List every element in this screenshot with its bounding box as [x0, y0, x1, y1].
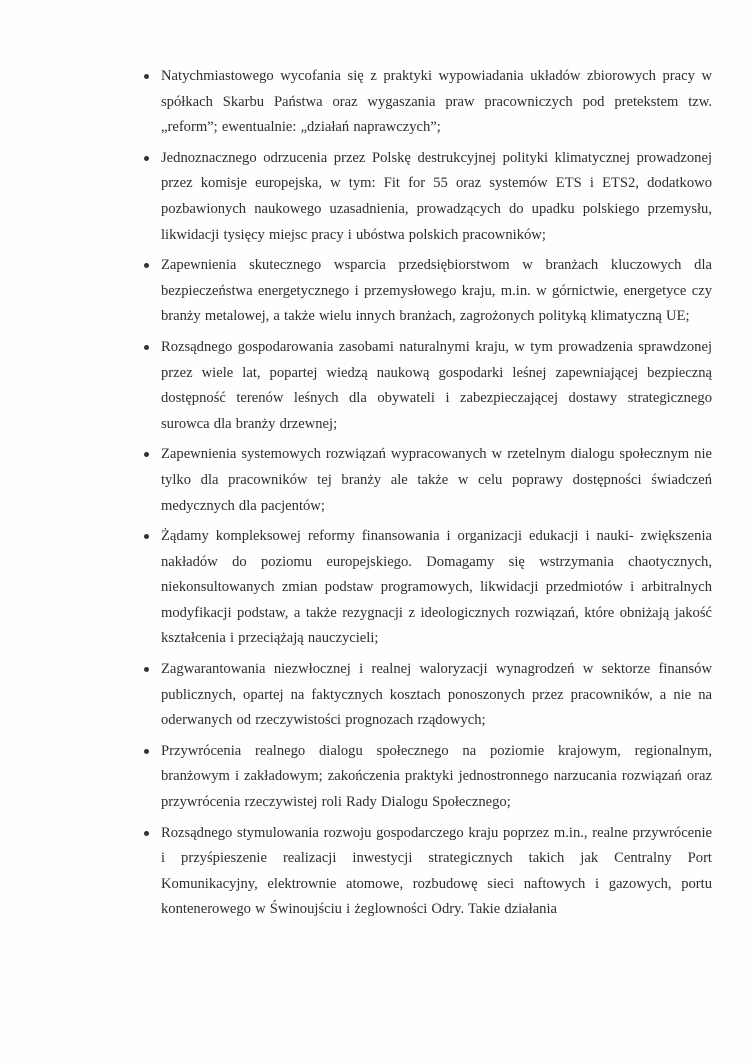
list-item: [161, 524, 712, 652]
bullet-icon: [144, 534, 149, 539]
list-item: [161, 253, 712, 330]
bullet-icon: [144, 263, 149, 268]
list-item: [161, 146, 712, 248]
list-item-text: Zapewnienia skutecznego wsparcia przedsiębiorstwom w branżach kluczowych dla bezpieczeństwa energetycznego i przemysłowego kraju, m.in. w górnictwie, energetyce czy branży metalowej, a także wielu innych branżach, zagrożonych polityką klimatyczną UE;: [161, 257, 712, 325]
document-body: [161, 64, 712, 928]
list-item: [161, 657, 712, 734]
bullet-icon: [144, 156, 149, 161]
bullet-icon: [144, 749, 149, 754]
bullet-icon: [144, 345, 149, 350]
list-item: [161, 335, 712, 437]
list-item: [161, 739, 712, 816]
list-item-text: Rozsądnego gospodarowania zasobami naturalnymi kraju, w tym prowadzenia sprawdzonej przez wiele lat, popartej wiedzą naukową gospodarki leśnej zapewniającej bezpieczną dostępność terenów leśnych dla obywateli i zabezpieczającej dostawy strategicznego surowca dla branży drzewnej;: [161, 338, 712, 432]
bullet-icon: [144, 831, 149, 836]
list-item-text: Żądamy kompleksowej reformy finansowania i organizacji edukacji i nauki- zwiększenia nakładów do poziomu europejskiego. Domagamy się wstrzymania chaotycznych, niekonsultowanych zmian podstaw programowych, likwidacji przedmiotów i arbitralnych modyfikacji podstaw, a także rezygnacji z ideologicznych rozwiązań, które obniżają jakość kształcenia i przeciążają nauczycieli;: [161, 528, 712, 647]
list-item: [161, 64, 712, 141]
demands-list: [161, 64, 712, 923]
bullet-icon: [144, 452, 149, 457]
list-item-text: Rozsądnego stymulowania rozwoju gospodarczego kraju poprzez m.in., realne przywrócenie i przyśpieszenie realizacji inwestycji strategicznych takich jak Centralny Port Komunikacyjny, elektrownie atomowe, rozbudowę sieci naftowych i gazowych, portu kontenerowego w Świnoujściu i żeglowności Odry. Takie działania: [161, 824, 712, 918]
bullet-icon: [144, 667, 149, 672]
bullet-icon: [144, 74, 149, 79]
list-item: [161, 821, 712, 923]
list-item: [161, 442, 712, 519]
list-item-text: Jednoznacznego odrzucenia przez Polskę destrukcyjnej polityki klimatycznej prowadzonej przez komisje europejska, w tym: Fit for 55 oraz systemów ETS i ETS2, dodatkowo pozbawionych naukowego uzasadnienia, prowadzących do upadku polskiego przemysłu, likwidacji tysięcy miejsc pracy i ubóstwa polskich pracowników;: [161, 149, 712, 243]
list-item-text: Zagwarantowania niezwłocznej i realnej waloryzacji wynagrodzeń w sektorze finansów publicznych, opartej na faktycznych kosztach ponoszonych przez pracowników, a nie na oderwanych od rzeczywistości prognozach rządowych;: [161, 661, 712, 729]
list-item-text: Przywrócenia realnego dialogu społecznego na poziomie krajowym, regionalnym, branżowym i zakładowym; zakończenia praktyki jednostronnego narzucania rozwiązań oraz przywrócenia rzeczywistej roli Rady Dialogu Społecznego;: [161, 742, 712, 811]
list-item-text: Natychmiastowego wycofania się z praktyki wypowiadania układów zbiorowych pracy w spółkach Skarbu Państwa oraz wygaszania praw pracowniczych pod pretekstem tzw. „reform”; ewentualnie: „działań naprawczych”;: [161, 68, 712, 136]
list-item-text: Zapewnienia systemowych rozwiązań wypracowanych w rzetelnym dialogu społecznym nie tylko dla pracowników tej branży ale także w celu poprawy dostępności świadczeń medycznych dla pacjentów;: [161, 446, 712, 514]
